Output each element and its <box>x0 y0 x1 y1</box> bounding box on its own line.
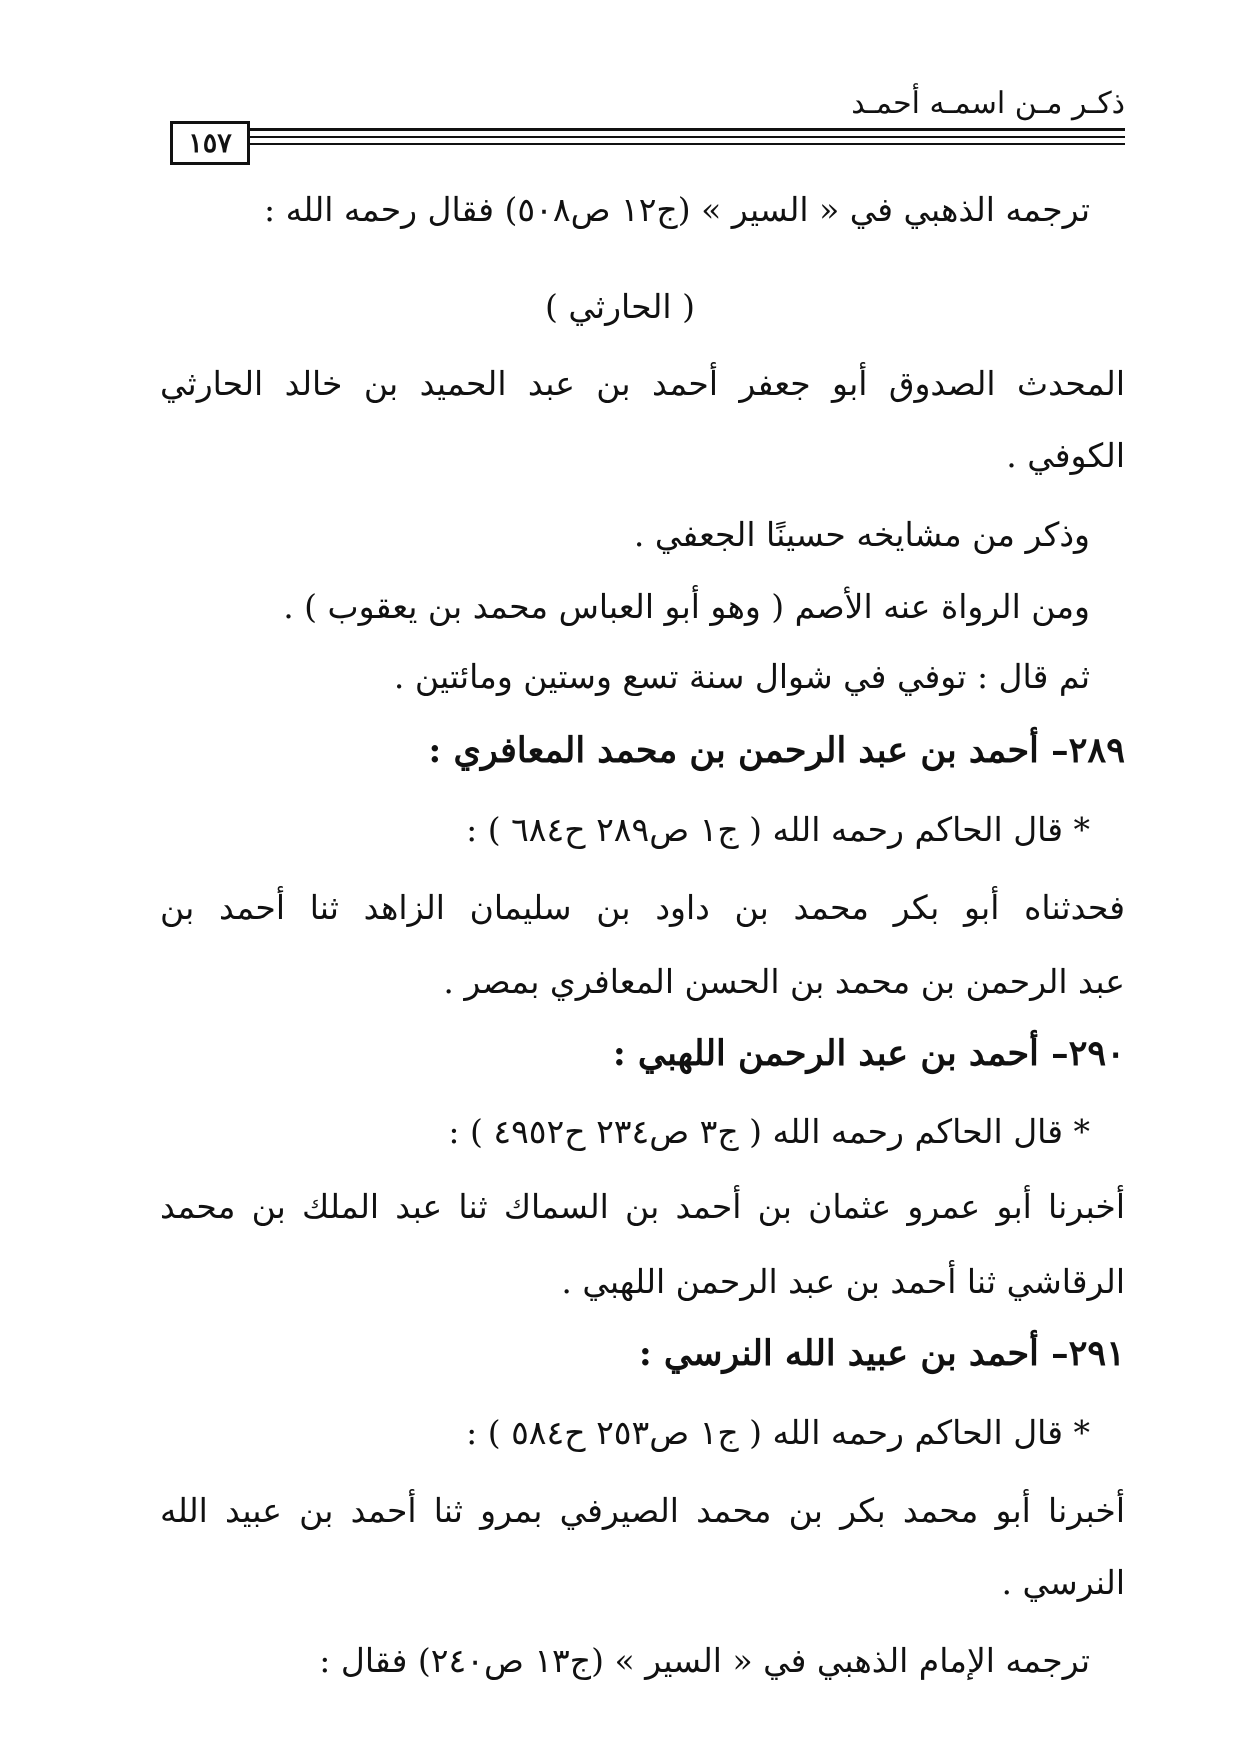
text-line: أخبرنا أبو عمرو عثمان بن أحمد بن السماك ثنا عبد الملك بن محمد <box>160 1187 1125 1226</box>
text-line: وذكر من مشايخه حسينًا الجعفي . <box>633 515 1090 554</box>
running-title: ذكـر مـن اسمـه أحمـد <box>851 86 1125 121</box>
text-line: ومن الرواة عنه الأصم ( وهو أبو العباس محمد بن يعقوب ) . <box>283 587 1090 626</box>
text-line: النرسي . <box>1001 1563 1125 1602</box>
entry-heading-291: ٢٩١– أحمد بن عبيد الله النرسي : <box>638 1333 1125 1374</box>
text-line: الكوفي . <box>1006 436 1125 475</box>
text-line: عبد الرحمن بن محمد بن الحسن المعافري بمصر . <box>443 962 1125 1001</box>
citation-line: * قال الحاكم رحمه الله ( ج٣ ص٢٣٤ ح٤٩٥٢ ) : <box>448 1112 1090 1151</box>
header-rule <box>250 136 1125 138</box>
text-line: ثم قال : توفي في شوال سنة تسع وستين ومائتين . <box>393 657 1090 696</box>
text-line: الرقاشي ثنا أحمد بن عبد الرحمن اللهبي . <box>561 1262 1125 1301</box>
text-line: ترجمه الإمام الذهبي في « السير » (ج١٣ ص٢٤٠) فقال : <box>319 1641 1090 1680</box>
text-line: أخبرنا أبو محمد بكر بن محمد الصيرفي بمرو ثنا أحمد بن عبيد الله <box>160 1491 1125 1530</box>
header-rule <box>250 143 1125 145</box>
citation-line: * قال الحاكم رحمه الله ( ج١ ص٢٨٩ ح٦٨٤ ) : <box>466 810 1090 849</box>
section-label: ( الحارثي ) <box>545 287 695 326</box>
entry-heading-290: ٢٩٠– أحمد بن عبد الرحمن اللهبي : <box>612 1033 1125 1074</box>
text-line: ترجمه الذهبي في « السير » (ج١٢ ص٥٠٨) فقال رحمه الله : <box>263 190 1090 229</box>
citation-line: * قال الحاكم رحمه الله ( ج١ ص٢٥٣ ح٥٨٤ ) : <box>466 1413 1090 1452</box>
entry-heading-289: ٢٨٩– أحمد بن عبد الرحمن بن محمد المعافري : <box>428 730 1125 771</box>
page-number: ١٥٧ <box>170 121 250 165</box>
text-line: فحدثناه أبو بكر محمد بن داود بن سليمان الزاهد ثنا أحمد بن <box>160 888 1125 927</box>
header-rule <box>250 128 1125 131</box>
text-line: المحدث الصدوق أبو جعفر أحمد بن عبد الحميد بن خالد الحارثي <box>160 364 1125 403</box>
